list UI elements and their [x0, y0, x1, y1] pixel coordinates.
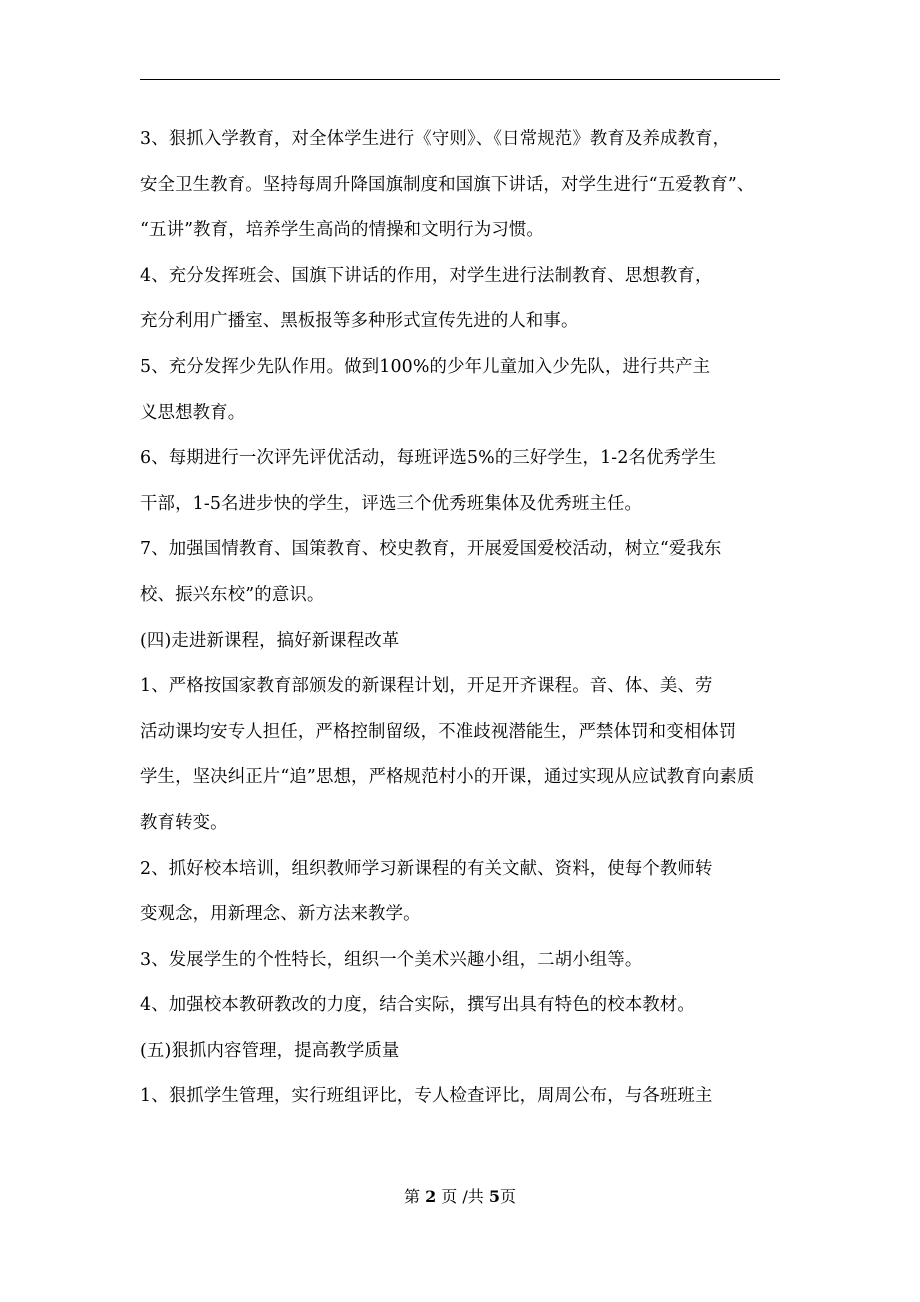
- paragraph-6: 1、严格按国家教育部颁发的新课程计划，开足开齐课程。音、体、美、劳 活动课均安专人担任，严格控制留级，不准歧视潜能生，严禁体罚和变相体罚 学生，坚决纠正片“追”思想，严格规范村小的开课，通过实现从应试教育向素质 教育转变。: [140, 676, 755, 833]
- paragraph-10: 1、狠抓学生管理，实行班组评比，专人检查评比，周周公布，与各班班主: [140, 1086, 713, 1107]
- section-heading-5: (五)狠抓内容管理，提高教学质量: [140, 1040, 400, 1061]
- paragraph-1: 3、狠抓入学教育，对全体学生进行《守则》、《日常规范》教育及养成教育， 安全卫生教育。坚持每周升降国旗制度和国旗下讲话，对学生进行“五爱教育”、 “五讲”教育，培养学生高尚的情操和文明行为习惯。: [140, 129, 755, 241]
- paragraph-8: 3、发展学生的个性特长，组织一个美术兴趣小组，二胡小组等。: [140, 949, 643, 970]
- footer-total-pages: 5: [488, 1187, 501, 1206]
- footer-suffix: 页: [500, 1187, 517, 1206]
- document-body: [140, 117, 780, 1120]
- footer-current-page: 2: [425, 1187, 437, 1206]
- paragraph-7: 2、抓好校本培训，组织教师学习新课程的有关文献、资料，使每个教师转 变观念，用新理念、新方法来教学。: [140, 858, 713, 925]
- header-rule: [140, 79, 780, 80]
- paragraph-5: 7、加强国情教育、国策教育、校史教育，开展爱国爱校活动，树立“爱我东 校、振兴东校”的意识。: [140, 539, 722, 605]
- paragraph-2: 4、充分发挥班会、国旗下讲话的作用，对学生进行法制教育、思想教育， 充分利用广播室、黑板报等多种形式宣传先进的人和事。: [140, 265, 713, 332]
- paragraph-9: 4、加强校本教研教改的力度，结合实际，撰写出具有特色的校本教材。: [140, 995, 695, 1016]
- page-footer: [0, 1186, 920, 1208]
- section-heading-4: (四)走进新课程，搞好新课程改革: [140, 630, 400, 651]
- paragraph-4: 6、每期进行一次评先评优活动，每班评选5%的三好学生，1-2名优秀学生 干部，1-5名进步快的学生，评选三个优秀班集体及优秀班主任。: [140, 448, 717, 514]
- footer-middle: 页 /共: [441, 1187, 484, 1206]
- paragraph-3: 5、充分发挥少先队作用。做到100%的少年儿童加入少先队，进行共产主 义思想教育。: [140, 356, 711, 423]
- footer-prefix: 第: [403, 1187, 420, 1206]
